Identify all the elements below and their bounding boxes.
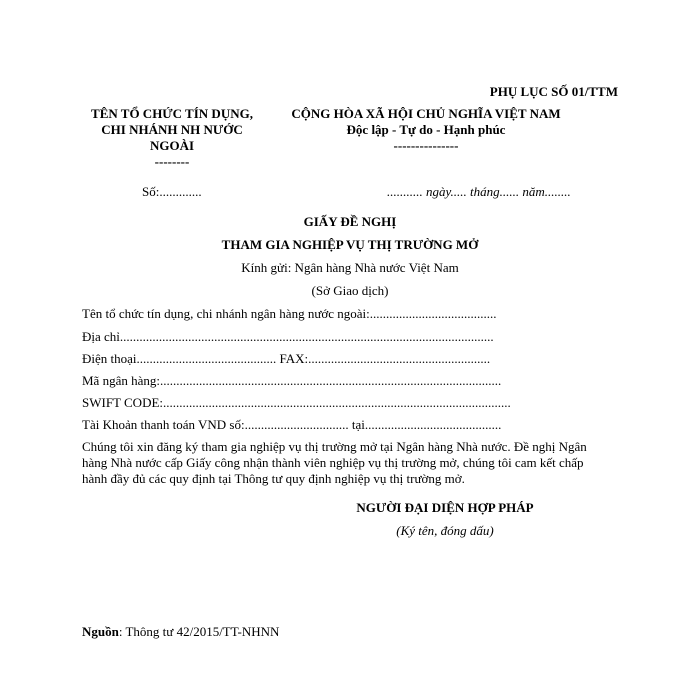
organization-header <box>72 106 272 170</box>
document-subtitle: THAM GIA NGHIỆP VỤ THỊ TRƯỜNG MỞ <box>221 237 479 252</box>
org-line-3: NGOÀI <box>149 138 195 153</box>
body-line-2: hàng Nhà nước cấp Giấy công nhận thành viên nghiệp vụ thị trường mở, chúng tôi cam kết chấp <box>82 455 584 470</box>
field-phone-fax: Điện thoại........................................... FAX:........................................................ <box>82 351 491 366</box>
field-swift-code: SWIFT CODE:........................................................................................................... <box>82 395 511 410</box>
field-org-name: Tên tổ chức tín dụng, chi nhánh ngân hàng nước ngoài:....................................... <box>82 306 497 321</box>
national-header <box>270 106 582 154</box>
document-title: GIẤY ĐỀ NGHỊ <box>303 214 397 229</box>
org-line-2: CHI NHÁNH NH NƯỚC <box>101 122 243 137</box>
nation-line-2: Độc lập - Tự do - Hạnh phúc <box>346 122 506 137</box>
field-bank-code: Mã ngân hàng:......................................................................................................... <box>82 373 502 388</box>
signature-note: (Ký tên, đóng dấu) <box>396 523 494 538</box>
document-date: ........... ngày..... tháng...... năm........ <box>387 184 571 199</box>
source-label: Nguồn <box>82 624 119 639</box>
recipient-line: Kính gửi: Ngân hàng Nhà nước Việt Nam <box>241 260 459 275</box>
recipient-sub: (Sở Giao dịch) <box>311 283 389 298</box>
body-paragraph <box>82 439 587 487</box>
source-note <box>82 624 279 640</box>
body-line-3: hành đầy đủ các quy định tại Thông tư quy định nghiệp vụ thị trường mở. <box>82 471 465 486</box>
body-line-1: Chúng tôi xin đăng ký tham gia nghiệp vụ thị trường mở tại Ngân hàng Nhà nước. Đề nghị Ngân <box>82 439 587 454</box>
signature-title: NGƯỜI ĐẠI DIỆN HỢP PHÁP <box>356 500 534 515</box>
appendix-label: PHỤ LỤC SỐ 01/TTM <box>489 84 618 99</box>
nation-line-1: CỘNG HÒA XÃ HỘI CHỦ NGHĨA VIỆT NAM <box>291 106 561 121</box>
source-text: : Thông tư 42/2015/TT-NHNN <box>118 624 280 639</box>
org-dashes: -------- <box>154 154 190 169</box>
field-account: Tài Khoản thanh toán VND số:................................ tại.......................................... <box>82 417 502 432</box>
nation-dashes: --------------- <box>393 138 459 153</box>
field-address: Địa chỉ................................................................................................................... <box>82 329 494 344</box>
document-number: Số:............. <box>142 184 202 199</box>
org-line-1: TÊN TỔ CHỨC TÍN DỤNG, <box>91 106 253 121</box>
